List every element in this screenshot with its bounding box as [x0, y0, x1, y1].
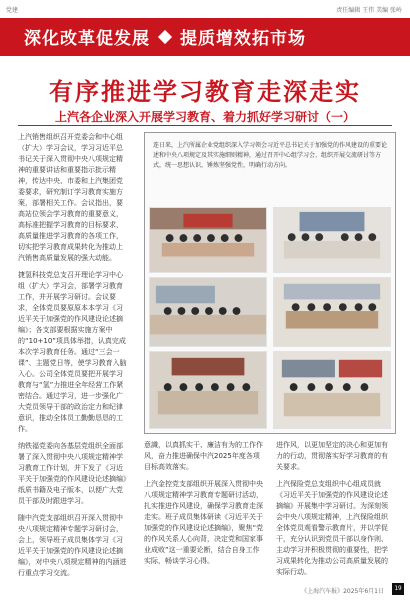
paragraph: 进作风，以更加坚定的决心和更加有力的行动，贯彻落实好学习教育的有关要求。	[276, 441, 388, 471]
paragraph: 捷氢科技党总支召开理论学习中心组（扩大）学习会，部署学习教育工作，并开展学习研讨。会议要求，全体党员要原原本本学习《习近平关于加强党的作风建设论述摘编》；各支部要根据实施方案中的“10+10”项具体举措，认真完成本次学习教育任务。通过“三会一课”、主题党日等，使学习教育入脑入心。公司全体党员要把开展学习教育与“氢”力推进全年经营工作紧密结合。通过学习，进一步强化广大党员领导干部的政治定力和纪律意识，推动全体员工勤勤恳恳的工作。	[18, 271, 127, 433]
diamond-icon	[158, 30, 172, 44]
page-footer	[0, 580, 410, 600]
meeting-photo	[273, 207, 391, 273]
paragraph: 上汽金控党支部组织开展深入贯彻中央八项规定精神学习教育专题研讨活动，扎实推进作风建设，确保学习教育走深走实。班子成员集体研读《习近平关于加强党的作风建设论述摘编》，聚焦“党的作风关系人心向背，决定党和国家事业成败”这一重要论断，结合自身工作实际，畅谈学习心得。	[144, 480, 264, 565]
theme-banner	[0, 18, 410, 56]
page-header	[0, 0, 410, 18]
paragraph: 纳铁福党委向各基层党组织全面部署了深入贯彻中央八项规定精神学习教育工作计划，并下发了《习近平关于加强党的作风建设论述摘编》纸质书籍及电子版本，以便广大党员干部及时跟进学习。	[18, 442, 127, 505]
meeting-photo	[273, 351, 391, 429]
paragraph: 上汽销售组织召开党委会和中心组（扩大）学习会议，学习习近平总书记关于深入贯彻中央八项规定精神的重要讲话和重要指示批示精神，传达中央、市委和上汽集团党委要求，研究制订学习教育实施方案，部署相关工作。会议指出，要高站位领会学习教育的重要意义，高标准把握学习教育的目标要求，高质量推进学习教育的各项工作，切实把学习教育成果转化为推动上汽销售高质量发展的强大动能。	[18, 133, 123, 262]
meeting-photo	[149, 207, 267, 273]
section-label: 党建	[6, 7, 19, 14]
photo-caption: 连日来，上汽所属企业党组织深入学习领会习近平总书记关于加强党的作风建设的重要论述和中央八项规定及其实施细则精神，通过召开中心组学习会、组织开展交流研讨等方式，统一思想认识，锤炼坚强党性，明确行动方向。	[153, 142, 388, 169]
article-column-right	[276, 440, 394, 576]
photo-collage	[144, 132, 396, 434]
meeting-photo	[149, 351, 267, 429]
article-column-left	[18, 132, 128, 577]
title-divider	[18, 125, 392, 126]
article-title: 有序推进学习教育走深走实	[49, 78, 361, 106]
editor-meta: 责任编辑 王伟 美编 张岭	[336, 7, 402, 14]
page-number: 19	[392, 583, 404, 595]
meeting-photo	[273, 277, 391, 347]
meeting-photo	[149, 277, 267, 347]
article-subtitle: 上汽各企业深入开展学习教育、着力抓好学习研讨（一）	[54, 110, 355, 124]
paragraph: 随中汽党支部组织召开深入贯彻中央八项规定精神专题学习研讨会，会上，领导班子成员集体学习《习近平关于加强党的作风建设论述摘编》，对中央八项规定精神的内涵进行重点学习交流。	[18, 514, 127, 577]
paragraph: 上汽保险党总支组织中心组成员就《习近平关于加强党的作风建设论述摘编》开展集中学习研讨。为深刻领会中央八项规定精神，上汽保险组织全体党员观看警示教育片，并以学促干，充分认识到党员干部以身作则、主动学习并积极贯彻的重要性，把学习成果转化为推动公司高质量发展的实际行动。	[276, 480, 388, 576]
article-column-middle	[144, 440, 266, 568]
banner-right-text: 提质增效拓市场	[180, 29, 306, 49]
paragraph: 意識，以真抓实干、廉洁有为的工作作风，奋力推进确保中汽2025年度各项目标高效落实。	[144, 441, 263, 471]
issue-date: 《上海汽车报》2025年6月1日	[301, 588, 384, 595]
banner-left-text: 深化改革促发展	[24, 29, 150, 49]
